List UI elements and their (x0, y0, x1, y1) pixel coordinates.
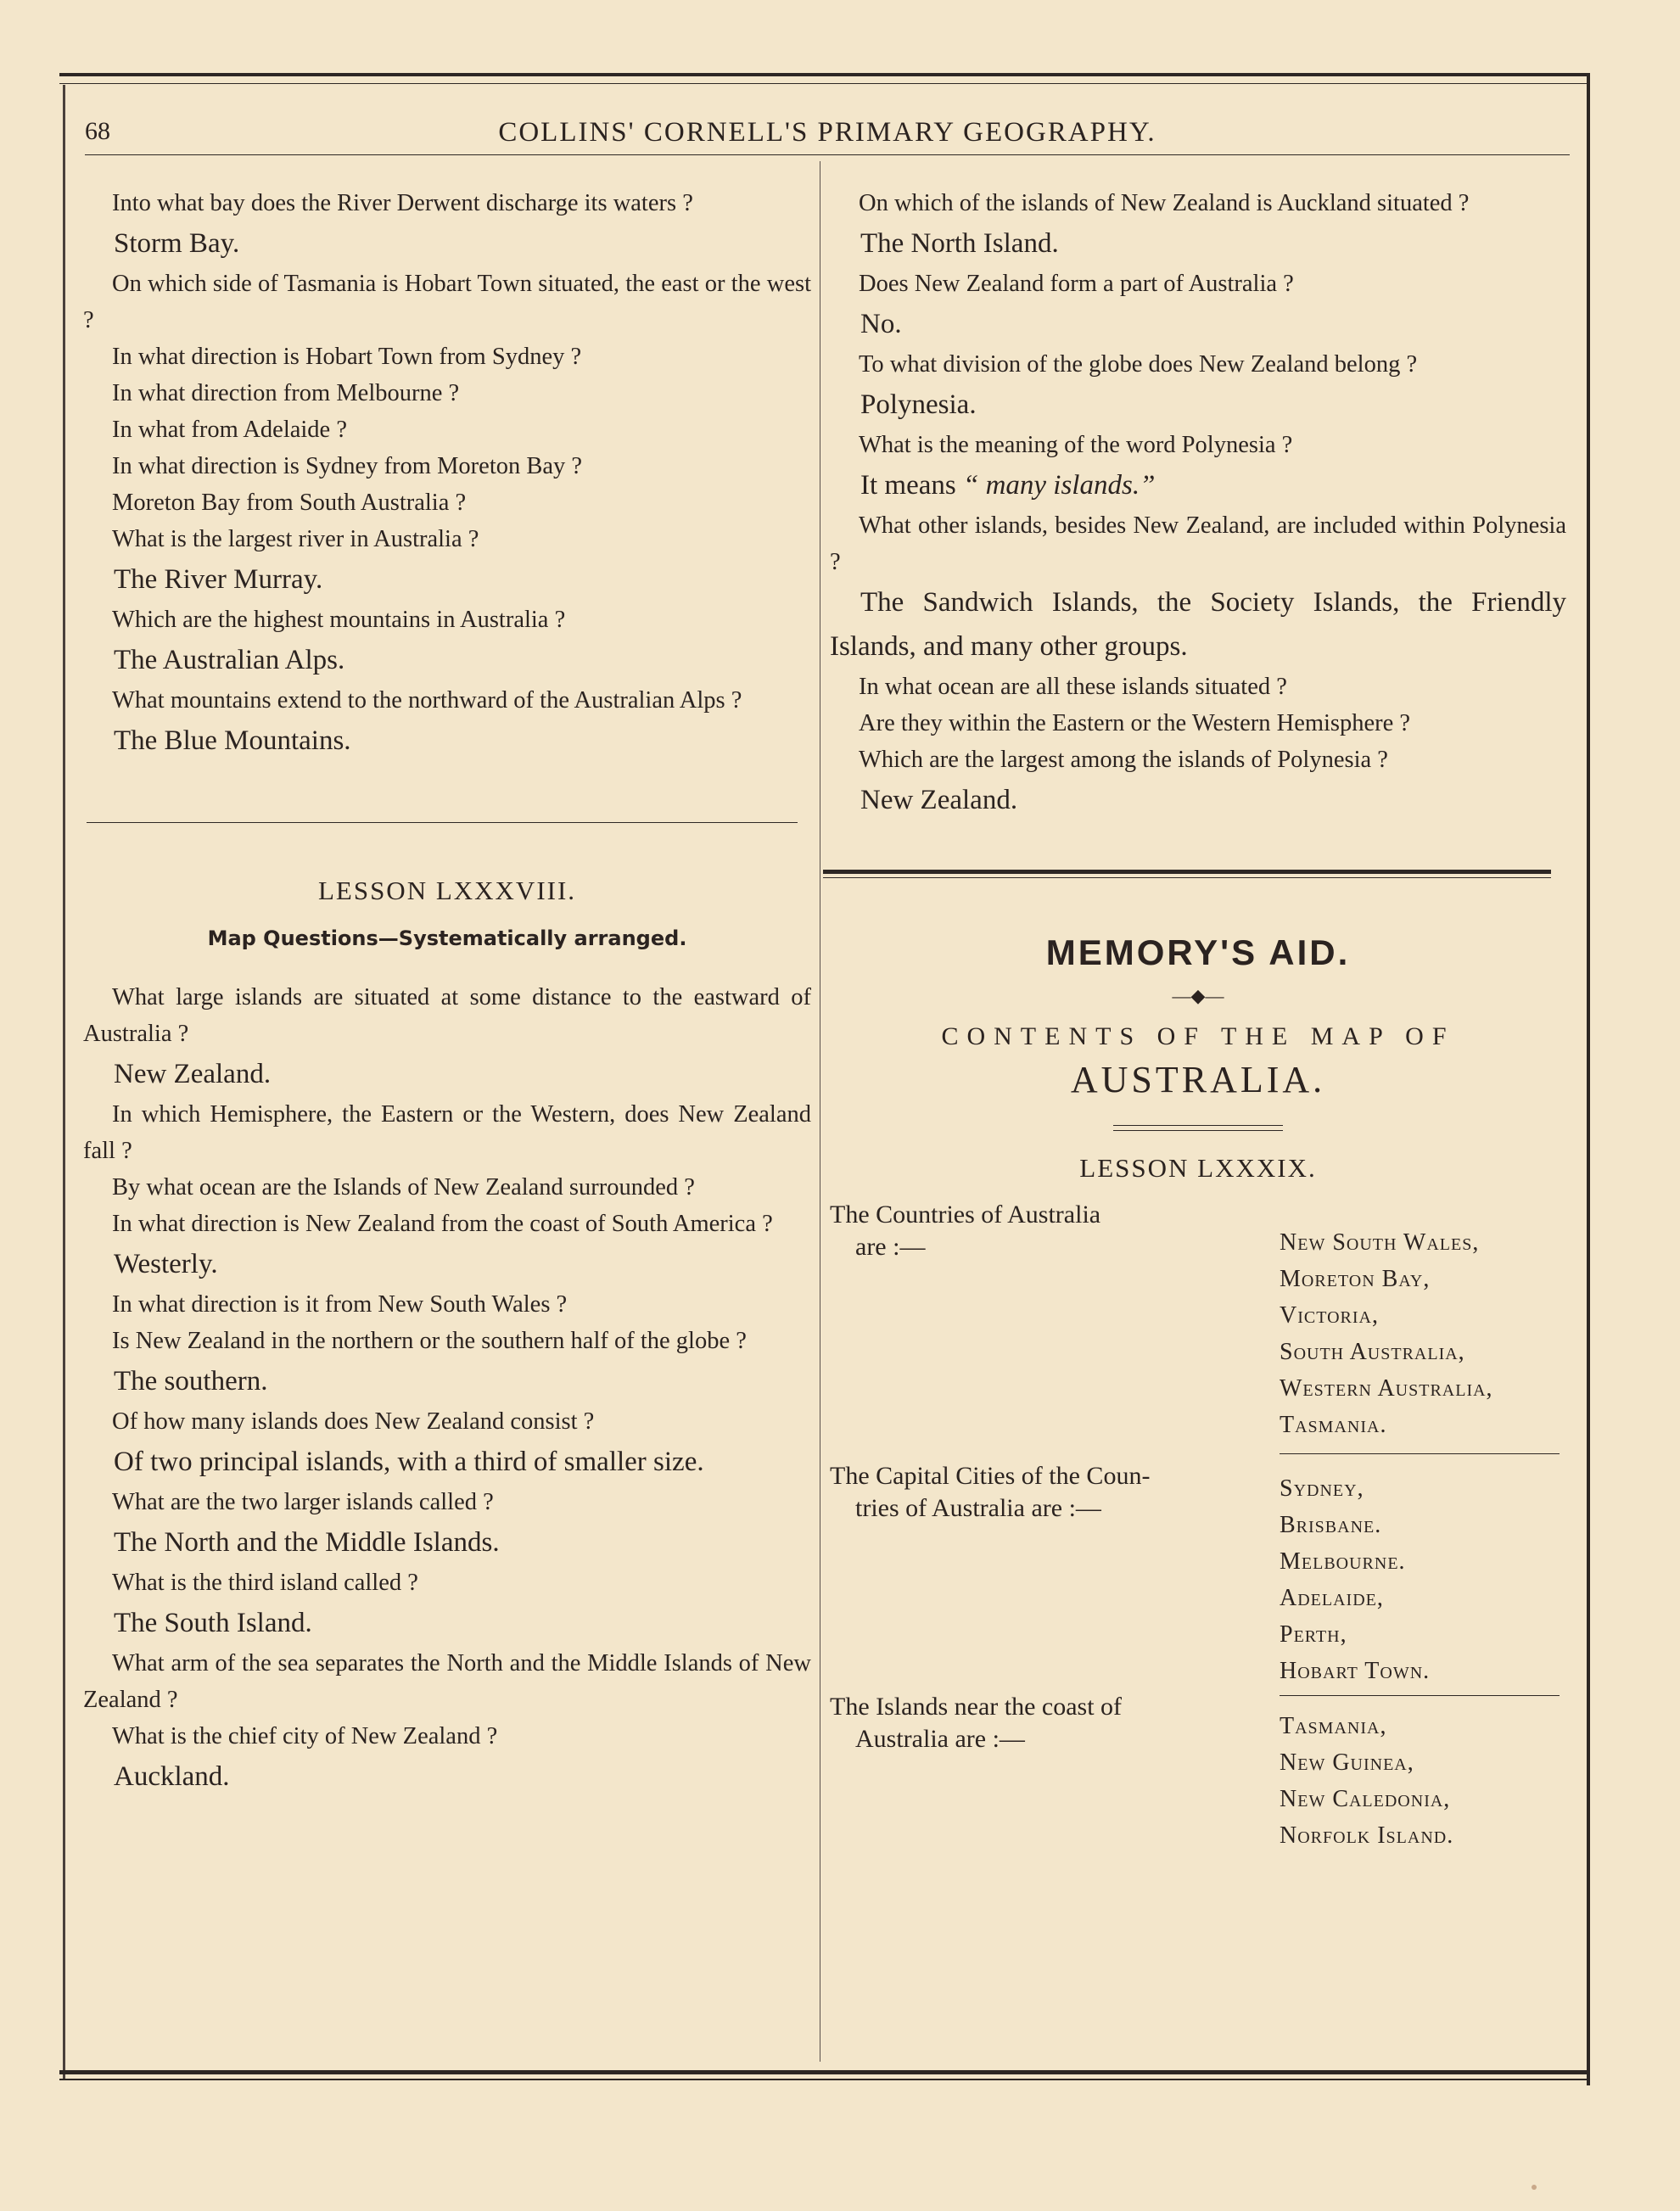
question-text: What other islands, besides New Zealand, are included within Polynesia ? (830, 512, 1566, 575)
question-text: Is New Zealand in the northern or the southern half of the globe ? (112, 1328, 747, 1354)
answer-text: The North and the Middle Islands. (114, 1527, 500, 1558)
answer-text: Storm Bay. (114, 228, 240, 259)
country-item: New South Wales, (1280, 1229, 1480, 1256)
question-text: What arm of the sea separates the North and the Middle Islands of New Zealand ? (83, 1650, 811, 1713)
question-text: What is the third island called ? (112, 1570, 418, 1596)
contents-subject: AUSTRALIA. (1070, 1059, 1326, 1100)
right-column (830, 185, 1566, 1861)
islands-label-line-1: The Islands near the coast of (830, 1693, 1123, 1721)
page-header (85, 117, 1570, 155)
answer-text (830, 463, 1566, 507)
question-text: In what ocean are all these islands situated ? (859, 674, 1287, 700)
paper-speck (1532, 2185, 1537, 2190)
question-text: In what direction is New Zealand from the coast of South America ? (112, 1211, 773, 1237)
islands-label (830, 1691, 1263, 1755)
question-text: What large islands are situated at some distance to the eastward of Australia ? (83, 984, 811, 1047)
capitals-label (830, 1460, 1263, 1525)
question-text: In what direction from Melbourne ? (112, 380, 460, 406)
question-text: What are the two larger islands called ? (112, 1489, 494, 1515)
capital-item: Brisbane. (1280, 1512, 1382, 1538)
answer-text: Of two principal islands, with a third of smaller size. (114, 1447, 704, 1477)
lesson-title: LESSON LXXXIX. (1079, 1153, 1317, 1183)
section-rule-thick (823, 870, 1551, 874)
capitals-list (1280, 1470, 1568, 1689)
capital-item: Perth, (1280, 1621, 1347, 1648)
island-item: New Guinea, (1280, 1749, 1414, 1776)
answer-text: The Blue Mountains. (114, 725, 351, 756)
ornament-divider: —◆— (1172, 985, 1224, 1006)
capital-item: Sydney, (1280, 1475, 1364, 1502)
question-text: In which Hemisphere, the Eastern or the Western, does New Zealand fall ? (83, 1101, 811, 1164)
bottom-rule-thin (59, 2079, 1590, 2080)
answer-text: The southern. (114, 1366, 268, 1397)
question-text: On which side of Tasmania is Hobart Town situated, the east or the west ? (83, 271, 811, 333)
question-text: What mountains extend to the northward of the Australian Alps ? (112, 687, 742, 714)
answer-text: The North Island. (860, 228, 1059, 259)
answer-text: The Australian Alps. (114, 645, 345, 675)
answer-text: New Zealand. (114, 1059, 272, 1089)
question-text: Which are the largest among the islands of Polynesia ? (859, 747, 1388, 773)
answer-prefix: It means (860, 470, 963, 501)
list-rule (1280, 1453, 1560, 1454)
answer-text: New Zealand. (860, 785, 1018, 815)
section-rule (87, 822, 798, 823)
memory-aid-title: MEMORY'S AID. (1045, 932, 1351, 972)
question-text: On which of the islands of New Zealand is Auckland situated ? (859, 190, 1470, 216)
question-text: By what ocean are the Islands of New Zealand surrounded ? (112, 1174, 695, 1201)
left-qa-block-1 (83, 185, 811, 763)
country-item: South Australia, (1280, 1339, 1465, 1365)
question-text: Does New Zealand form a part of Australia ? (859, 271, 1294, 297)
question-text: In what direction is it from New South Wales ? (112, 1291, 568, 1318)
islands-list (1280, 1708, 1568, 1854)
capitals-label-line-2: tries of Australia are :— (855, 1494, 1101, 1522)
question-text: Which are the highest mountains in Australia ? (112, 607, 566, 633)
country-item: Victoria, (1280, 1302, 1379, 1329)
capital-item: Melbourne. (1280, 1548, 1406, 1575)
countries-list (1280, 1224, 1568, 1443)
capital-item: Adelaide, (1280, 1585, 1384, 1611)
list-rule (1280, 1695, 1560, 1696)
country-item: Moreton Bay, (1280, 1266, 1431, 1292)
answer-text: The South Island. (114, 1608, 312, 1638)
country-item: Tasmania. (1280, 1412, 1387, 1438)
question-text: What is the largest river in Australia ? (112, 526, 479, 552)
bottom-rule (59, 2070, 1590, 2074)
question-text: What is the chief city of New Zealand ? (112, 1723, 498, 1749)
question-text: What is the meaning of the word Polynesia ? (859, 432, 1293, 458)
double-rule (1113, 1125, 1283, 1131)
island-item: Norfolk Island. (1280, 1822, 1454, 1849)
countries-label (830, 1199, 1263, 1263)
question-text: Moreton Bay from South Australia ? (112, 490, 467, 516)
section-rule-thin (823, 877, 1551, 878)
answer-text: Westerly. (114, 1249, 218, 1279)
question-text: In what direction is Hobart Town from Sydney ? (112, 344, 582, 370)
answer-text: The River Murray. (114, 564, 323, 595)
question-text: In what direction is Sydney from Moreton Bay ? (112, 453, 583, 479)
capitals-label-line-1: The Capital Cities of the Coun- (830, 1462, 1151, 1490)
left-qa-block-2 (83, 979, 811, 1799)
countries-label-line-1: The Countries of Australia (830, 1201, 1101, 1229)
countries-label-line-2: are :— (855, 1233, 926, 1261)
answer-emphasis: “ many islands.” (962, 470, 1156, 501)
capital-item: Hobart Town. (1280, 1658, 1431, 1684)
right-qa-block-1 (830, 185, 1566, 822)
memory-aid-table (830, 1199, 1566, 1861)
question-text: Into what bay does the River Derwent discharge its waters ? (112, 190, 693, 216)
question-text: To what division of the globe does New Zealand belong ? (859, 351, 1418, 378)
answer-text: No. (860, 309, 902, 339)
country-item: Western Australia, (1280, 1375, 1493, 1402)
islands-label-line-2: Australia are :— (855, 1725, 1025, 1753)
lesson-title: LESSON LXXXVIII. (317, 876, 577, 905)
contents-heading: CONTENTS OF THE MAP OF (941, 1022, 1455, 1050)
question-text: Are they within the Eastern or the Western Hemisphere ? (859, 710, 1411, 736)
page-number: 68 (85, 117, 110, 145)
island-item: Tasmania, (1280, 1713, 1387, 1739)
answer-text: Auckland. (114, 1761, 230, 1792)
question-text: Of how many islands does New Zealand consist ? (112, 1408, 595, 1435)
question-text: In what from Adelaide ? (112, 417, 347, 443)
lesson-subtitle: Map Questions—Systematically arranged. (207, 926, 687, 950)
island-item: New Caledonia, (1280, 1786, 1451, 1812)
answer-text: The Sandwich Islands, the Society Islands, the Friendly Islands, and many other groups. (830, 587, 1566, 662)
answer-text: Polynesia. (860, 389, 977, 420)
left-column (83, 185, 811, 1799)
running-title: COLLINS' CORNELL'S PRIMARY GEOGRAPHY. (498, 117, 1156, 148)
